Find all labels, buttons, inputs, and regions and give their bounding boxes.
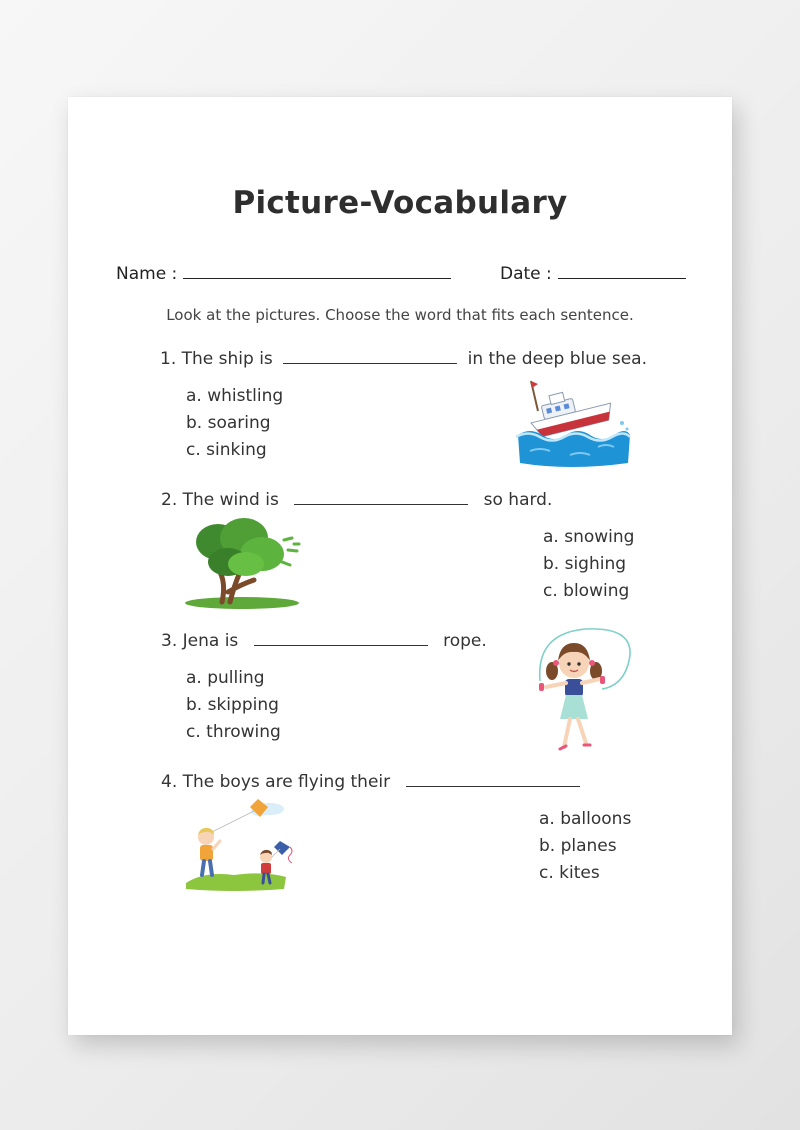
question-3 bbox=[161, 631, 487, 651]
name-field[interactable] bbox=[116, 264, 451, 284]
date-field[interactable] bbox=[500, 264, 686, 284]
question-2-blank[interactable] bbox=[294, 490, 468, 505]
question-1-prefix: 1. The ship is bbox=[160, 349, 273, 369]
date-line[interactable] bbox=[558, 264, 686, 279]
q1-option-a[interactable]: a. whistling bbox=[186, 386, 284, 406]
question-3-blank[interactable] bbox=[254, 631, 428, 646]
name-label: Name : bbox=[116, 264, 178, 284]
question-4-prefix: 4. The boys are flying their bbox=[161, 772, 391, 792]
question-2-prefix: 2. The wind is bbox=[161, 490, 279, 510]
boys-flying-kites-icon bbox=[184, 797, 308, 893]
question-2 bbox=[161, 490, 552, 510]
q1-option-c[interactable]: c. sinking bbox=[186, 440, 267, 460]
windy-tree-icon bbox=[184, 514, 304, 612]
question-1 bbox=[160, 349, 647, 369]
q3-option-b[interactable]: b. skipping bbox=[186, 695, 279, 715]
q4-option-a[interactable]: a. balloons bbox=[539, 809, 632, 829]
q3-option-c[interactable]: c. throwing bbox=[186, 722, 281, 742]
question-4-blank[interactable] bbox=[406, 772, 580, 787]
question-3-suffix: rope. bbox=[443, 631, 487, 651]
sinking-ship-icon bbox=[510, 377, 634, 472]
question-4 bbox=[161, 772, 580, 792]
q2-option-c[interactable]: c. blowing bbox=[543, 581, 630, 601]
worksheet-page bbox=[68, 97, 732, 1035]
girl-skipping-rope-icon bbox=[526, 625, 638, 761]
instructions-text: Look at the pictures. Choose the word that fits each sentence. bbox=[166, 306, 634, 324]
q3-option-a[interactable]: a. pulling bbox=[186, 668, 265, 688]
q2-option-a[interactable]: a. snowing bbox=[543, 527, 635, 547]
question-3-prefix: 3. Jena is bbox=[161, 631, 239, 651]
q2-option-b[interactable]: b. sighing bbox=[543, 554, 627, 574]
question-1-suffix: in the deep blue sea. bbox=[467, 349, 647, 369]
date-label: Date : bbox=[500, 264, 552, 284]
q4-option-c[interactable]: c. kites bbox=[539, 863, 600, 883]
q4-option-b[interactable]: b. planes bbox=[539, 836, 617, 856]
question-1-blank[interactable] bbox=[283, 349, 457, 364]
name-line[interactable] bbox=[183, 264, 451, 279]
question-2-suffix: so hard. bbox=[483, 490, 553, 510]
worksheet-title: Picture-Vocabulary bbox=[232, 185, 568, 221]
q1-option-b[interactable]: b. soaring bbox=[186, 413, 271, 433]
